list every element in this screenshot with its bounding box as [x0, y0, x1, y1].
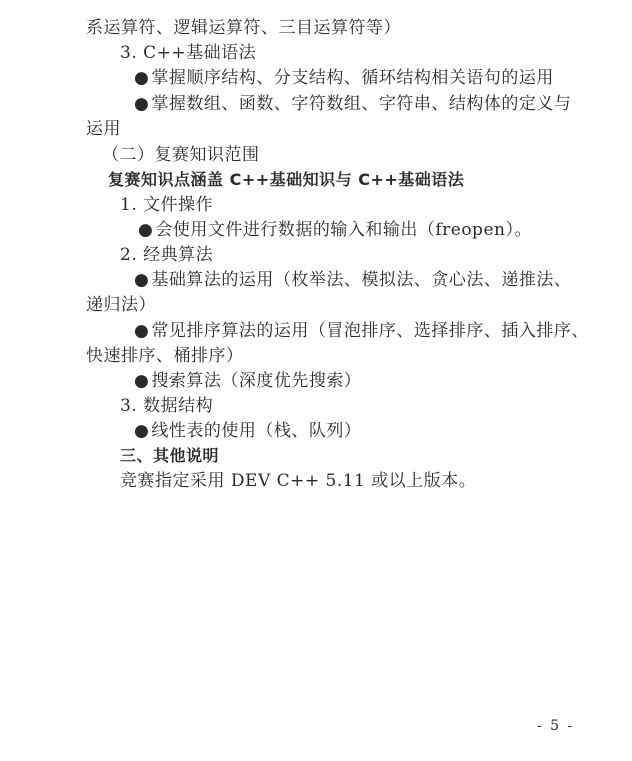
text-line-quick-bucket-sort: 快速排序、桶排序）: [86, 346, 244, 366]
section-heading-other-notes: 三、其他说明: [120, 446, 220, 465]
item-classic-algorithms: 2. 经典算法: [120, 245, 214, 265]
bullet-item-arrays-functions: [134, 93, 571, 115]
bullet-item-basic-algorithms: [134, 269, 571, 291]
page-number: - 5 -: [537, 718, 575, 734]
bullet-icon: ●: [134, 421, 150, 441]
bullet-text: 基础算法的运用（枚举法、模拟法、贪心法、递推法、: [151, 270, 572, 290]
bullet-icon: ●: [134, 371, 150, 391]
text-line-usage: 运用: [86, 119, 121, 139]
bullet-icon: ●: [138, 220, 154, 240]
bullet-icon: ●: [134, 321, 150, 341]
bullet-icon: ●: [134, 94, 150, 114]
bullet-text: 掌握顺序结构、分支结构、循环结构相关语句的运用: [151, 68, 554, 88]
bullet-text: 会使用文件进行数据的输入和输出（freopen）。: [155, 220, 532, 240]
text-line-recursion: 递归法）: [86, 295, 156, 315]
bullet-item-control-structures: [134, 67, 554, 89]
item-cpp-syntax-heading: 3. C++基础语法: [120, 43, 257, 63]
bullet-item-sorting: [134, 320, 589, 342]
item-data-structures: 3. 数据结构: [120, 396, 214, 416]
bullet-item-freopen: [138, 219, 532, 241]
section-heading-final-scope: （二）复赛知识范围: [102, 145, 260, 165]
text-line-dev-cpp-version: 竞赛指定采用 DEV C++ 5.11 或以上版本。: [120, 471, 477, 491]
bullet-icon: ●: [134, 68, 150, 88]
bullet-icon: ●: [134, 270, 150, 290]
item-file-operations: 1. 文件操作: [120, 195, 214, 215]
bullet-text: 搜索算法（深度优先搜索）: [151, 371, 362, 391]
bullet-text: 常见排序算法的运用（冒泡排序、选择排序、插入排序、: [151, 321, 589, 341]
final-scope-summary: 复赛知识点涵盖 C++基础知识与 C++基础语法: [108, 170, 465, 189]
bullet-item-linear-list: [134, 420, 361, 442]
text-line-operators-end: 系运算符、逻辑运算符、三目运算符等）: [86, 18, 401, 38]
bullet-text: 线性表的使用（栈、队列）: [151, 421, 362, 441]
bullet-item-search: [134, 370, 361, 392]
bullet-text: 掌握数组、函数、字符数组、字符串、结构体的定义与: [151, 94, 572, 114]
